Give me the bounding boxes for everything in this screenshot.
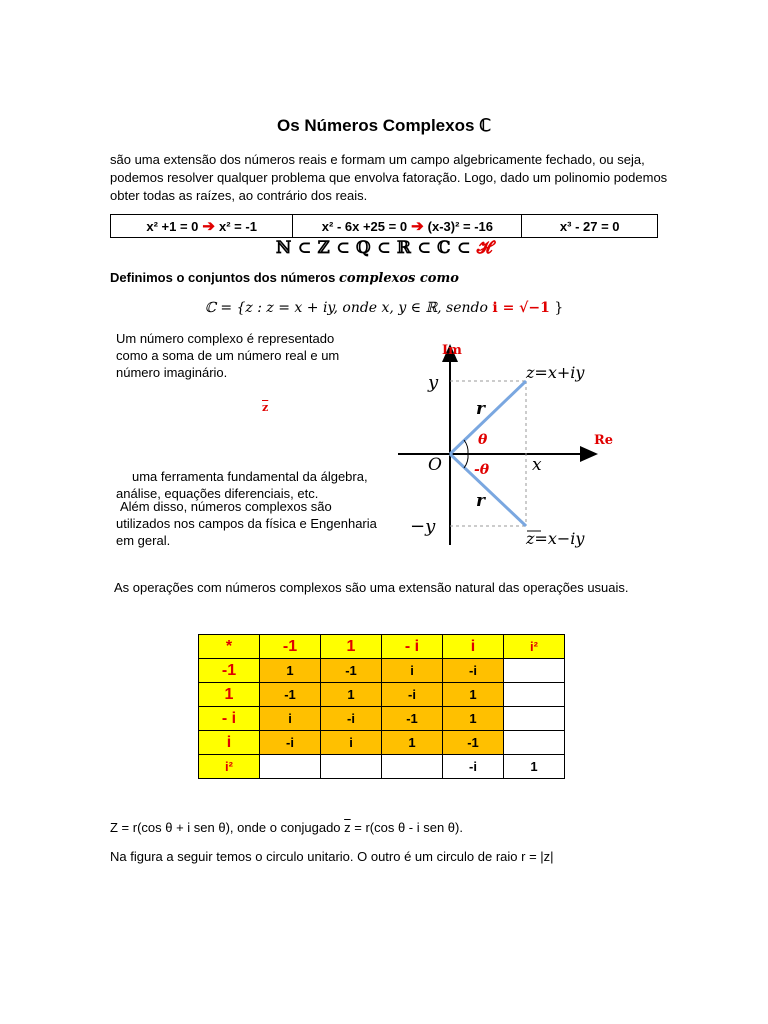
table-header-cell: 1: [321, 635, 382, 659]
table-row-header: 1: [199, 683, 260, 707]
theta-arc: [464, 440, 468, 454]
table-cell: 1: [504, 755, 565, 779]
table-cell: [504, 707, 565, 731]
formula-conjugate-z: $\overline{z}$: [344, 820, 351, 835]
table-header-cell: - i: [382, 635, 443, 659]
origin-label: O: [428, 455, 442, 475]
table-row: [199, 731, 565, 755]
definition-heading: [110, 270, 459, 286]
table-cell: -i: [382, 683, 443, 707]
formula-part-2: = r(cos θ - i sen θ).: [350, 820, 463, 835]
table-header-row: [199, 635, 565, 659]
table-header-cell: i²: [504, 635, 565, 659]
table-cell: -i: [443, 659, 504, 683]
table-cell: -i: [321, 707, 382, 731]
sets-chain-quaternions: 𝓗: [476, 238, 493, 258]
equations-box: [110, 214, 658, 238]
theta-label: θ: [478, 432, 488, 448]
fields-paragraph: Além disso, números complexos são utilizados nos campos da física e Engenharia em geral.: [116, 499, 377, 548]
number-sets-chain: [0, 238, 768, 258]
table-cell: -1: [443, 731, 504, 755]
table-row: [199, 755, 565, 779]
operations-paragraph: As operações com números complexos são uma extensão natural das operações usuais.: [114, 580, 629, 595]
table-header-cell: -1: [260, 635, 321, 659]
table-cell: 1: [443, 683, 504, 707]
y-label: y: [428, 372, 439, 393]
table-cell: -i: [260, 731, 321, 755]
sets-chain-black: ℕ ⊂ ℤ ⊂ ℚ ⊂ ℝ ⊂ ℂ ⊂: [275, 238, 471, 258]
table-cell: 1: [260, 659, 321, 683]
table-cell: i: [321, 731, 382, 755]
table-cell: -1: [321, 659, 382, 683]
polar-form-formula: [110, 820, 463, 835]
table-cell: 1: [382, 731, 443, 755]
x-label: x: [532, 455, 542, 475]
table-header-cell: *: [199, 635, 260, 659]
table-cell: i: [382, 659, 443, 683]
table-cell: -1: [260, 683, 321, 707]
equation-2: [293, 215, 522, 237]
table-cell: [504, 659, 565, 683]
equation-2-left: x² - 6x +25 = 0: [321, 218, 408, 234]
table-cell: -i: [443, 755, 504, 779]
table-row-header: - i: [199, 707, 260, 731]
intro-paragraph: são uma extensão dos números reais e formam um campo algebricamente fechado, ou seja, podemos resolver qualquer problema que envolva fatoração. Logo, dado um polinomio podemos obter todas as raízes, ao contrário dos reais.: [110, 152, 668, 203]
table-cell: [321, 755, 382, 779]
r-bottom-label: r: [476, 491, 485, 511]
complex-def-main: ℂ = {z : z = x + iy, onde x, y ∈ ℝ, sendo: [204, 300, 488, 316]
unit-circle-paragraph: Na figura a seguir temos o circulo unitario. O outro é um circulo de raio r = |z|: [110, 849, 554, 864]
equation-1: [111, 215, 293, 237]
table-cell: i: [260, 707, 321, 731]
complex-plane-diagram: [390, 330, 640, 555]
formula-part-1: Z = r(cos θ + i sen θ), onde o conjugado: [110, 820, 345, 835]
equation-2-right: (x-3)² = -16: [427, 218, 494, 234]
applications-paragraph: uma ferramenta fundamental da álgebra, análise, equações diferenciais, etc.: [116, 469, 368, 501]
equation-1-right: x² = -1: [219, 218, 257, 234]
im-axis-label: Im: [442, 343, 462, 358]
conjugate-symbol: $\overline{z}$: [262, 401, 269, 414]
complex-number-description: Um número complexo é representado como a soma de um número real e um número imaginário.: [116, 331, 340, 380]
table-row: [199, 707, 565, 731]
definition-text: Definimos o conjuntos dos números: [110, 270, 336, 285]
complex-set-definition: [0, 300, 768, 316]
complex-def-close: }: [554, 300, 564, 316]
table-row-header: i²: [199, 755, 260, 779]
zbar-label: z=x−iy: [526, 529, 585, 548]
table-row: [199, 659, 565, 683]
complex-def-i: i = √−1: [492, 300, 550, 316]
z-label: z=x+iy: [526, 363, 585, 382]
table-cell: [504, 731, 565, 755]
table-cell: [260, 755, 321, 779]
neg-y-label: −y: [410, 516, 436, 537]
table-cell: [382, 755, 443, 779]
table-cell: [504, 683, 565, 707]
table-row-header: -1: [199, 659, 260, 683]
re-axis-label: Re: [594, 433, 614, 448]
r-top-label: r: [476, 399, 485, 419]
equation-1-left: x² +1 = 0: [146, 218, 199, 234]
neg-theta-label: -θ: [474, 462, 490, 478]
table-cell: -1: [382, 707, 443, 731]
definition-italic: complexos como: [338, 271, 459, 286]
arrow-right-icon: ➔: [202, 218, 215, 235]
page-title: Os Números Complexos ℂ: [276, 116, 492, 135]
arrow-right-icon: ➔: [411, 218, 424, 235]
equation-3-left: x³ - 27 = 0: [559, 218, 620, 234]
table-header-cell: i: [443, 635, 504, 659]
table-cell: 1: [443, 707, 504, 731]
table-row-header: i: [199, 731, 260, 755]
multiplication-table: [198, 634, 565, 779]
equation-3: [522, 215, 657, 237]
vector-z: [450, 381, 526, 454]
table-row: [199, 683, 565, 707]
table-cell: 1: [321, 683, 382, 707]
